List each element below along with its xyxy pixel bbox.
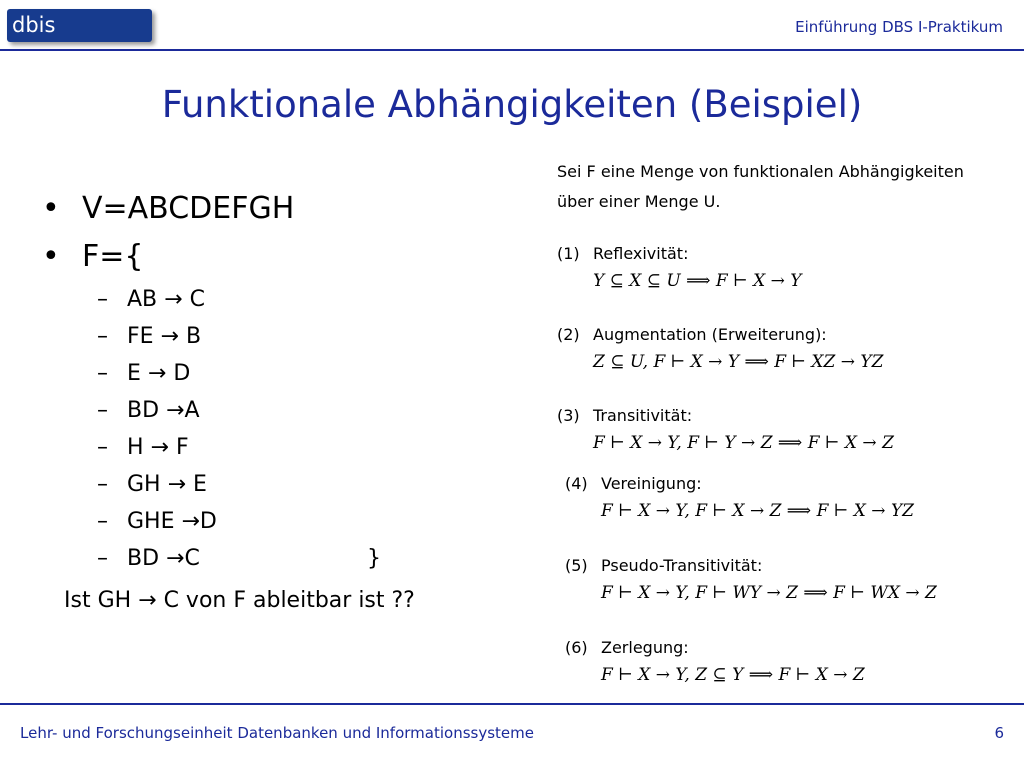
rule-number: (5): [565, 556, 588, 575]
rule-formula: F ⊢ X → Y, Z ⊆ Y ⟹ F ⊢ X → Z: [601, 665, 865, 685]
dependency-item-last: [97, 540, 381, 577]
dependency-item: – H → F: [97, 429, 294, 466]
dependency-item: – E → D: [97, 355, 294, 392]
page-number: 6: [994, 724, 1004, 742]
dependency-item: – GH → E: [97, 466, 294, 503]
footer-institution: Lehr- und Forschungseinheit Datenbanken und Informationssysteme: [20, 724, 534, 742]
rule-transitivity: [557, 403, 1007, 457]
rule-name: Vereinigung:: [601, 474, 702, 493]
rule-formula: F ⊢ X → Y, F ⊢ Y → Z ⟹ F ⊢ X → Z: [593, 433, 894, 453]
rule-formula: Y ⊆ X ⊆ U ⟹ F ⊢ X → Y: [593, 271, 802, 291]
armstrong-axioms-box: [557, 157, 1007, 689]
rule-augmentation: [557, 322, 1007, 376]
rule-number: (3): [557, 406, 580, 425]
closing-brace: }: [367, 546, 381, 571]
rule-name: Zerlegung:: [601, 638, 689, 657]
question-text: Ist GH → C von F ableitbar ist ??: [64, 588, 415, 613]
dependency-item: – AB → C: [97, 281, 294, 318]
dependency-item: – FE → B: [97, 318, 294, 355]
dependency-item: – BD →A: [97, 392, 294, 429]
course-title: Einführung DBS I-Praktikum: [795, 18, 1003, 36]
rule-name: Transitivität:: [593, 406, 693, 425]
footer-divider: [0, 703, 1024, 705]
dbis-logo: [7, 9, 152, 42]
bullet-attribute-set: • V=ABCDEFGH: [42, 185, 294, 233]
header-divider: [0, 49, 1024, 51]
rule-name: Pseudo-Transitivität:: [601, 556, 763, 575]
axioms-intro-line1: Sei F eine Menge von funktionalen Abhängigkeiten: [557, 162, 964, 181]
rule-decomposition: [557, 635, 1007, 689]
slide-title: Funktionale Abhängigkeiten (Beispiel): [161, 83, 863, 126]
dependency-item: – GHE →D: [97, 503, 294, 540]
rule-name: Augmentation (Erweiterung):: [593, 325, 827, 344]
rule-union: [557, 471, 1007, 525]
rule-formula: F ⊢ X → Y, F ⊢ X → Z ⟹ F ⊢ X → YZ: [601, 501, 914, 521]
rule-pseudo-transitivity: [557, 553, 1007, 607]
rule-number: (6): [565, 638, 588, 657]
rule-formula: Z ⊆ U, F ⊢ X → Y ⟹ F ⊢ XZ → YZ: [593, 352, 884, 372]
rule-formula: F ⊢ X → Y, F ⊢ WY → Z ⟹ F ⊢ WX → Z: [601, 583, 937, 603]
bullet-list: [42, 185, 381, 577]
rule-reflexivity: [557, 241, 1007, 295]
bullet-fd-set: • F={: [42, 233, 294, 281]
rule-number: (1): [557, 244, 580, 263]
rule-number: (2): [557, 325, 580, 344]
logo-text: dbis: [12, 13, 56, 37]
dependency-text: BD →C: [127, 546, 200, 571]
rule-number: (4): [565, 474, 588, 493]
rule-name: Reflexivität:: [593, 244, 689, 263]
axioms-intro-line2: über einer Menge U.: [557, 192, 721, 211]
